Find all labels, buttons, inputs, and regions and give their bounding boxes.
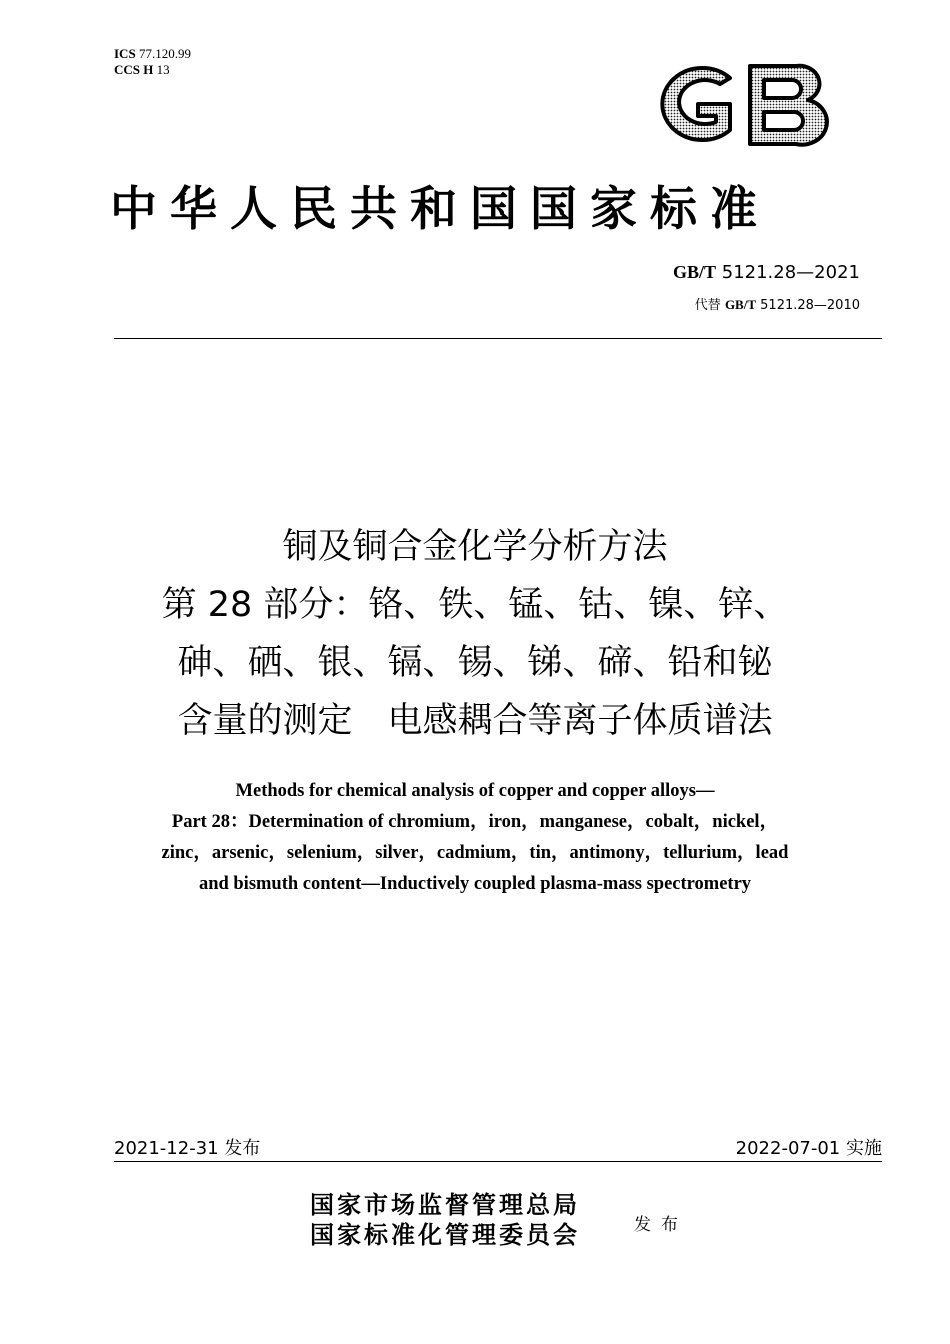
- header-divider: [114, 338, 882, 339]
- ics-code: ICS 77.120.99: [114, 46, 191, 61]
- gb-logo-icon: [646, 58, 834, 150]
- english-title-line: and bismuth content—Inductively coupled plasma-mass spectrometry: [198, 874, 752, 894]
- chinese-title-line: 含量的测定 电感耦合等离子体质谱法: [177, 701, 773, 741]
- publish-label: 发布: [634, 1215, 688, 1235]
- implementation-date: 2022-07-01 实施: [735, 1138, 882, 1159]
- chinese-title: [60, 518, 890, 750]
- ccs-code: CCS H 13: [114, 62, 170, 77]
- replaces-standard: 代替 GB/T 5121.28—2010: [694, 297, 860, 313]
- english-title-line: zinc，arsenic，selenium，silver，cadmium，tin，antimony，tellurium，lead: [161, 843, 789, 863]
- issue-date: 2021-12-31 发布: [114, 1138, 261, 1159]
- english-title: [80, 776, 870, 900]
- english-title-line: Methods for chemical analysis of copper and copper alloys—: [235, 781, 715, 801]
- standard-title: 中华人民共和国国家标准: [110, 182, 770, 237]
- issuing-authorities: [310, 1190, 580, 1250]
- english-title-line: Part 28：Determination of chromium，iron，manganese，cobalt，nickel，: [171, 812, 779, 832]
- issuer-name: 国家市场监督管理总局: [310, 1190, 580, 1219]
- footer-divider: [114, 1161, 882, 1162]
- issuer-name: 国家标准化管理委员会: [310, 1220, 580, 1249]
- chinese-title-line: 第 28 部分：铬、铁、锰、钴、镍、锌、: [161, 585, 789, 625]
- chinese-title-line: 砷、硒、银、镉、锡、锑、碲、铅和铋: [177, 643, 773, 683]
- standard-number: GB/T 5121.28—2021: [673, 262, 860, 283]
- chinese-title-line: 铜及铜合金化学分析方法: [282, 527, 668, 567]
